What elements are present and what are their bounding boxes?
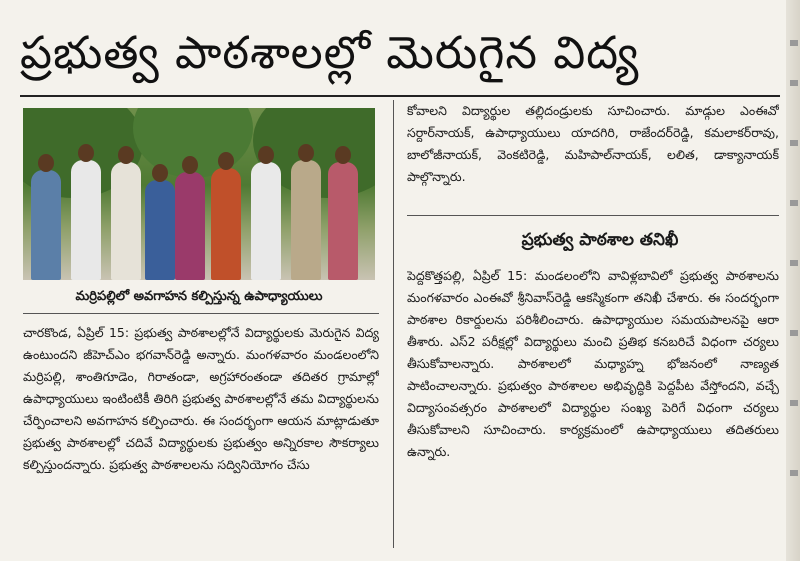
headline: ప్రభుత్వ పాఠశాలల్లో మెరుగైన విద్య (20, 26, 640, 79)
person-figure (251, 162, 281, 280)
person-figure (328, 162, 358, 280)
story-divider (407, 215, 779, 216)
right-column-top-text: కోవాలని విద్యార్థుల తల్లిదండ్రులకు సూచించారు. మాడ్గుల ఎంఈవో సర్దార్‌నాయక్, ఉపాధ్యాయులు యాదగిరి, రాజేందర్‌రెడ్డి, కమలాకర్‌రావు, బాలోజీనాయక్, వెంకటిరెడ్డి, మహిపాల్‌నాయక్, లలిత, డాక్యానాయక్ పాల్గొన్నారు. (407, 103, 779, 184)
adjacent-page-edge (786, 0, 800, 561)
caption-rule (23, 313, 379, 314)
right-column-bottom-text: పెద్దకొత్తపల్లి, ఏప్రిల్ 15: మండలంలోని వావిళ్లబావిలో ప్రభుత్వ పాఠశాలను మంగళవారం ఎంఈవో శ్రీనివాస్‌రెడ్డి ఆకస్మికంగా తనిఖీ చేశారు. ఈ సందర్భంగా పాఠశాల రికార్డులను పరిశీలించారు. ఉపాధ్యాయుల సమయపాలనపై ఆరా తీశారు. ఎస్2 పరీక్షల్లో విద్యార్థులు మంచి ప్రతిభ కనబరిచే విధంగా చర్యలు తీసుకోవాలన్నారు. పాఠశాలలో మధ్యాహ్న భోజనంలో నాణ్యత పాటించాలన్నారు. ప్రభుత్వం పాఠశాలల అభివృద్ధికి పెద్దపీట వేస్తోందని, వచ్చే విద్యాసంవత్సరం పాఠశాలలో విద్యార్థుల సంఖ్య పెరిగే విధంగా చర్యలు తీసుకోవాలని సూచించారు. కార్యక్రమంలో ఉపాధ్యాయులు తదితరులు ఉన్నారు. (407, 268, 779, 459)
second-story-body (407, 265, 779, 550)
news-photo (23, 108, 375, 280)
person-figure (111, 162, 141, 280)
person-head (118, 146, 134, 164)
person-head (38, 154, 54, 172)
column-divider (393, 100, 394, 548)
left-column-text: చారకొండ, ఏప్రిల్ 15: ప్రభుత్వ పాఠశాలల్లోనే విద్యార్థులకు మెరుగైన విద్య ఉంటుందని జీహెచ్‌ఎం భగవాన్‌రెడ్డి అన్నారు. మంగళవారం మండలంలోని మర్రిపల్లి, శాంతిగూడెం, గిరాతండా, అగ్రహారంతండా తదితర గ్రామాల్లో ఉపాధ్యాయులు ఇంటింటికీ తిరిగి ప్రభుత్వ పాఠశాలల్లోనే తమ విద్యార్థులను చేర్పించాలని అవగాహన కల్పించారు. ఈ సందర్భంగా ఆయన మాట్లాడుతూ ప్రభుత్వ పాఠశాలల్లో చదివే విద్యార్థులకు ప్రభుత్వం అన్నిరకాల సౌకర్యాలు కల్పిస్తుందన్నారు. ప్రభుత్వ పాఠశాలలను సద్వినియోగం చేసు (23, 325, 379, 472)
person-figure (175, 172, 205, 280)
headline-rule (20, 95, 780, 97)
person-figure (291, 160, 321, 280)
person-figure (31, 170, 61, 280)
person-head (152, 164, 168, 182)
right-column-continuation (407, 100, 779, 210)
person-head (78, 144, 94, 162)
person-figure (71, 160, 101, 280)
person-figure (211, 168, 241, 280)
person-head (298, 144, 314, 162)
person-head (182, 156, 198, 174)
person-head (258, 146, 274, 164)
person-head (218, 152, 234, 170)
person-head (335, 146, 351, 164)
sub-headline: ప్రభుత్వ పాఠశాల తనిఖీ (521, 230, 679, 250)
photo-caption: మర్రిపల్లిలో అవగాహన కల్పిస్తున్న ఉపాధ్యాయులు (75, 289, 323, 304)
left-column-body (23, 322, 379, 547)
person-figure (145, 180, 175, 280)
